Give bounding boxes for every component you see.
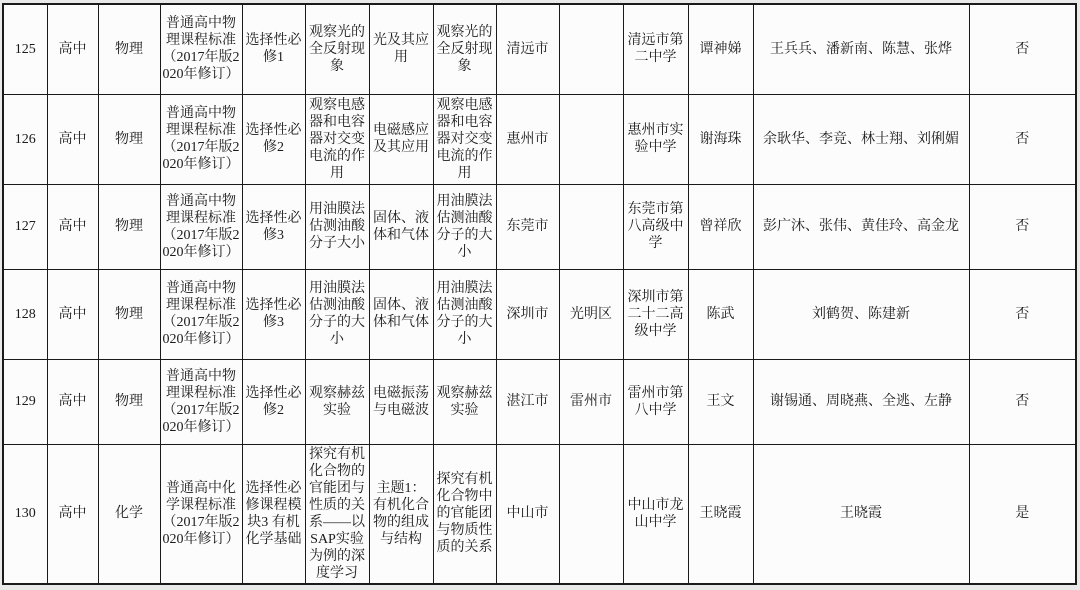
cell-subject: 物理 [98,4,160,94]
cell-topic: 固体、液体和气体 [369,184,433,269]
cell-district [559,4,623,94]
cell-lead-teacher: 曾祥欣 [688,184,753,269]
cell-experiment-name: 观察赫兹实验 [305,359,369,444]
cell-team-members: 王晓霞 [753,444,969,584]
cell-team-members: 彭广沐、张伟、黄佳玲、高金龙 [753,184,969,269]
cell-topic: 主题1：有机化合物的组成与结构 [369,444,433,584]
table-row [3,4,1076,94]
cell-school: 深圳市第二十二高级中学 [623,269,688,359]
cell-row-number: 126 [3,94,47,184]
cell-school: 雷州市第八中学 [623,359,688,444]
cell-curriculum-standard: 普通高中物理课程标准（2017年版2020年修订） [160,184,242,269]
cell-topic: 电磁振荡与电磁波 [369,359,433,444]
cell-subject: 物理 [98,359,160,444]
cell-experiment-name: 观察光的全反射现象 [305,4,369,94]
cell-yes-no-flag: 否 [969,269,1076,359]
cell-school-level: 高中 [47,359,98,444]
cell-module: 选择性必修3 [242,184,305,269]
cell-school: 中山市龙山中学 [623,444,688,584]
cell-curriculum-standard: 普通高中物理课程标准（2017年版2020年修订） [160,94,242,184]
cell-curriculum-standard: 普通高中物理课程标准（2017年版2020年修订） [160,359,242,444]
table-row [3,184,1076,269]
cell-curriculum-standard: 普通高中化学课程标准（2017年版2020年修订） [160,444,242,584]
cell-experiment-name: 用油膜法估测油酸分子大小 [305,184,369,269]
cell-city: 中山市 [496,444,559,584]
cell-city: 湛江市 [496,359,559,444]
cell-school-level: 高中 [47,4,98,94]
cell-module: 选择性必修2 [242,359,305,444]
cell-row-number: 127 [3,184,47,269]
cell-district [559,94,623,184]
table-body [3,4,1076,584]
cell-row-number: 130 [3,444,47,584]
cell-yes-no-flag: 否 [969,184,1076,269]
cell-experiment-name-2: 用油膜法估测油酸分子的大小 [433,184,496,269]
cell-school-level: 高中 [47,94,98,184]
cell-subject: 物理 [98,94,160,184]
cell-experiment-name-2: 观察赫兹实验 [433,359,496,444]
cell-yes-no-flag: 否 [969,4,1076,94]
cell-module: 选择性必修3 [242,269,305,359]
cell-district [559,444,623,584]
cell-row-number: 125 [3,4,47,94]
cell-school: 清远市第二中学 [623,4,688,94]
cell-city: 清远市 [496,4,559,94]
cell-lead-teacher: 王晓霞 [688,444,753,584]
cell-module: 选择性必修2 [242,94,305,184]
cell-lead-teacher: 谭神娣 [688,4,753,94]
cell-experiment-name-2: 探究有机化合物中的官能团与物质性质的关系 [433,444,496,584]
cell-subject: 物理 [98,184,160,269]
table-row [3,94,1076,184]
cell-yes-no-flag: 是 [969,444,1076,584]
cell-row-number: 128 [3,269,47,359]
cell-topic: 固体、液体和气体 [369,269,433,359]
cell-experiment-name: 探究有机化合物的官能团与性质的关系——以SAP实验为例的深度学习 [305,444,369,584]
document-page [2,3,1078,585]
cell-team-members: 王兵兵、潘新南、陈慧、张烨 [753,4,969,94]
cell-lead-teacher: 陈武 [688,269,753,359]
cell-district [559,184,623,269]
cell-module: 选择性必修课程模块3 有机化学基础 [242,444,305,584]
cell-yes-no-flag: 否 [969,94,1076,184]
cell-subject: 物理 [98,269,160,359]
cell-school-level: 高中 [47,184,98,269]
cell-lead-teacher: 谢海珠 [688,94,753,184]
cell-team-members: 余耿华、李竞、林士翔、刘俐媚 [753,94,969,184]
cell-district: 雷州市 [559,359,623,444]
cell-module: 选择性必修1 [242,4,305,94]
cell-city: 东莞市 [496,184,559,269]
cell-team-members: 谢锡通、周晓燕、全逃、左静 [753,359,969,444]
cell-experiment-name-2: 观察电感器和电容器对交变电流的作用 [433,94,496,184]
table-row [3,444,1076,584]
cell-experiment-name: 观察电感器和电容器对交变电流的作用 [305,94,369,184]
cell-row-number: 129 [3,359,47,444]
cell-subject: 化学 [98,444,160,584]
cell-district: 光明区 [559,269,623,359]
cell-city: 惠州市 [496,94,559,184]
cell-experiment-name: 用油膜法估测油酸分子的大小 [305,269,369,359]
cell-topic: 电磁感应及其应用 [369,94,433,184]
cell-curriculum-standard: 普通高中物理课程标准（2017年版2020年修订） [160,269,242,359]
cell-school-level: 高中 [47,444,98,584]
cell-school: 东莞市第八高级中学 [623,184,688,269]
cell-school-level: 高中 [47,269,98,359]
experiments-table [2,3,1077,585]
cell-yes-no-flag: 否 [969,359,1076,444]
cell-curriculum-standard: 普通高中物理课程标准（2017年版2020年修订） [160,4,242,94]
cell-lead-teacher: 王文 [688,359,753,444]
cell-team-members: 刘鹤贺、陈建新 [753,269,969,359]
table-row [3,359,1076,444]
cell-experiment-name-2: 观察光的全反射现象 [433,4,496,94]
cell-school: 惠州市实验中学 [623,94,688,184]
cell-experiment-name-2: 用油膜法估测油酸分子的大小 [433,269,496,359]
cell-city: 深圳市 [496,269,559,359]
table-row [3,269,1076,359]
cell-topic: 光及其应用 [369,4,433,94]
